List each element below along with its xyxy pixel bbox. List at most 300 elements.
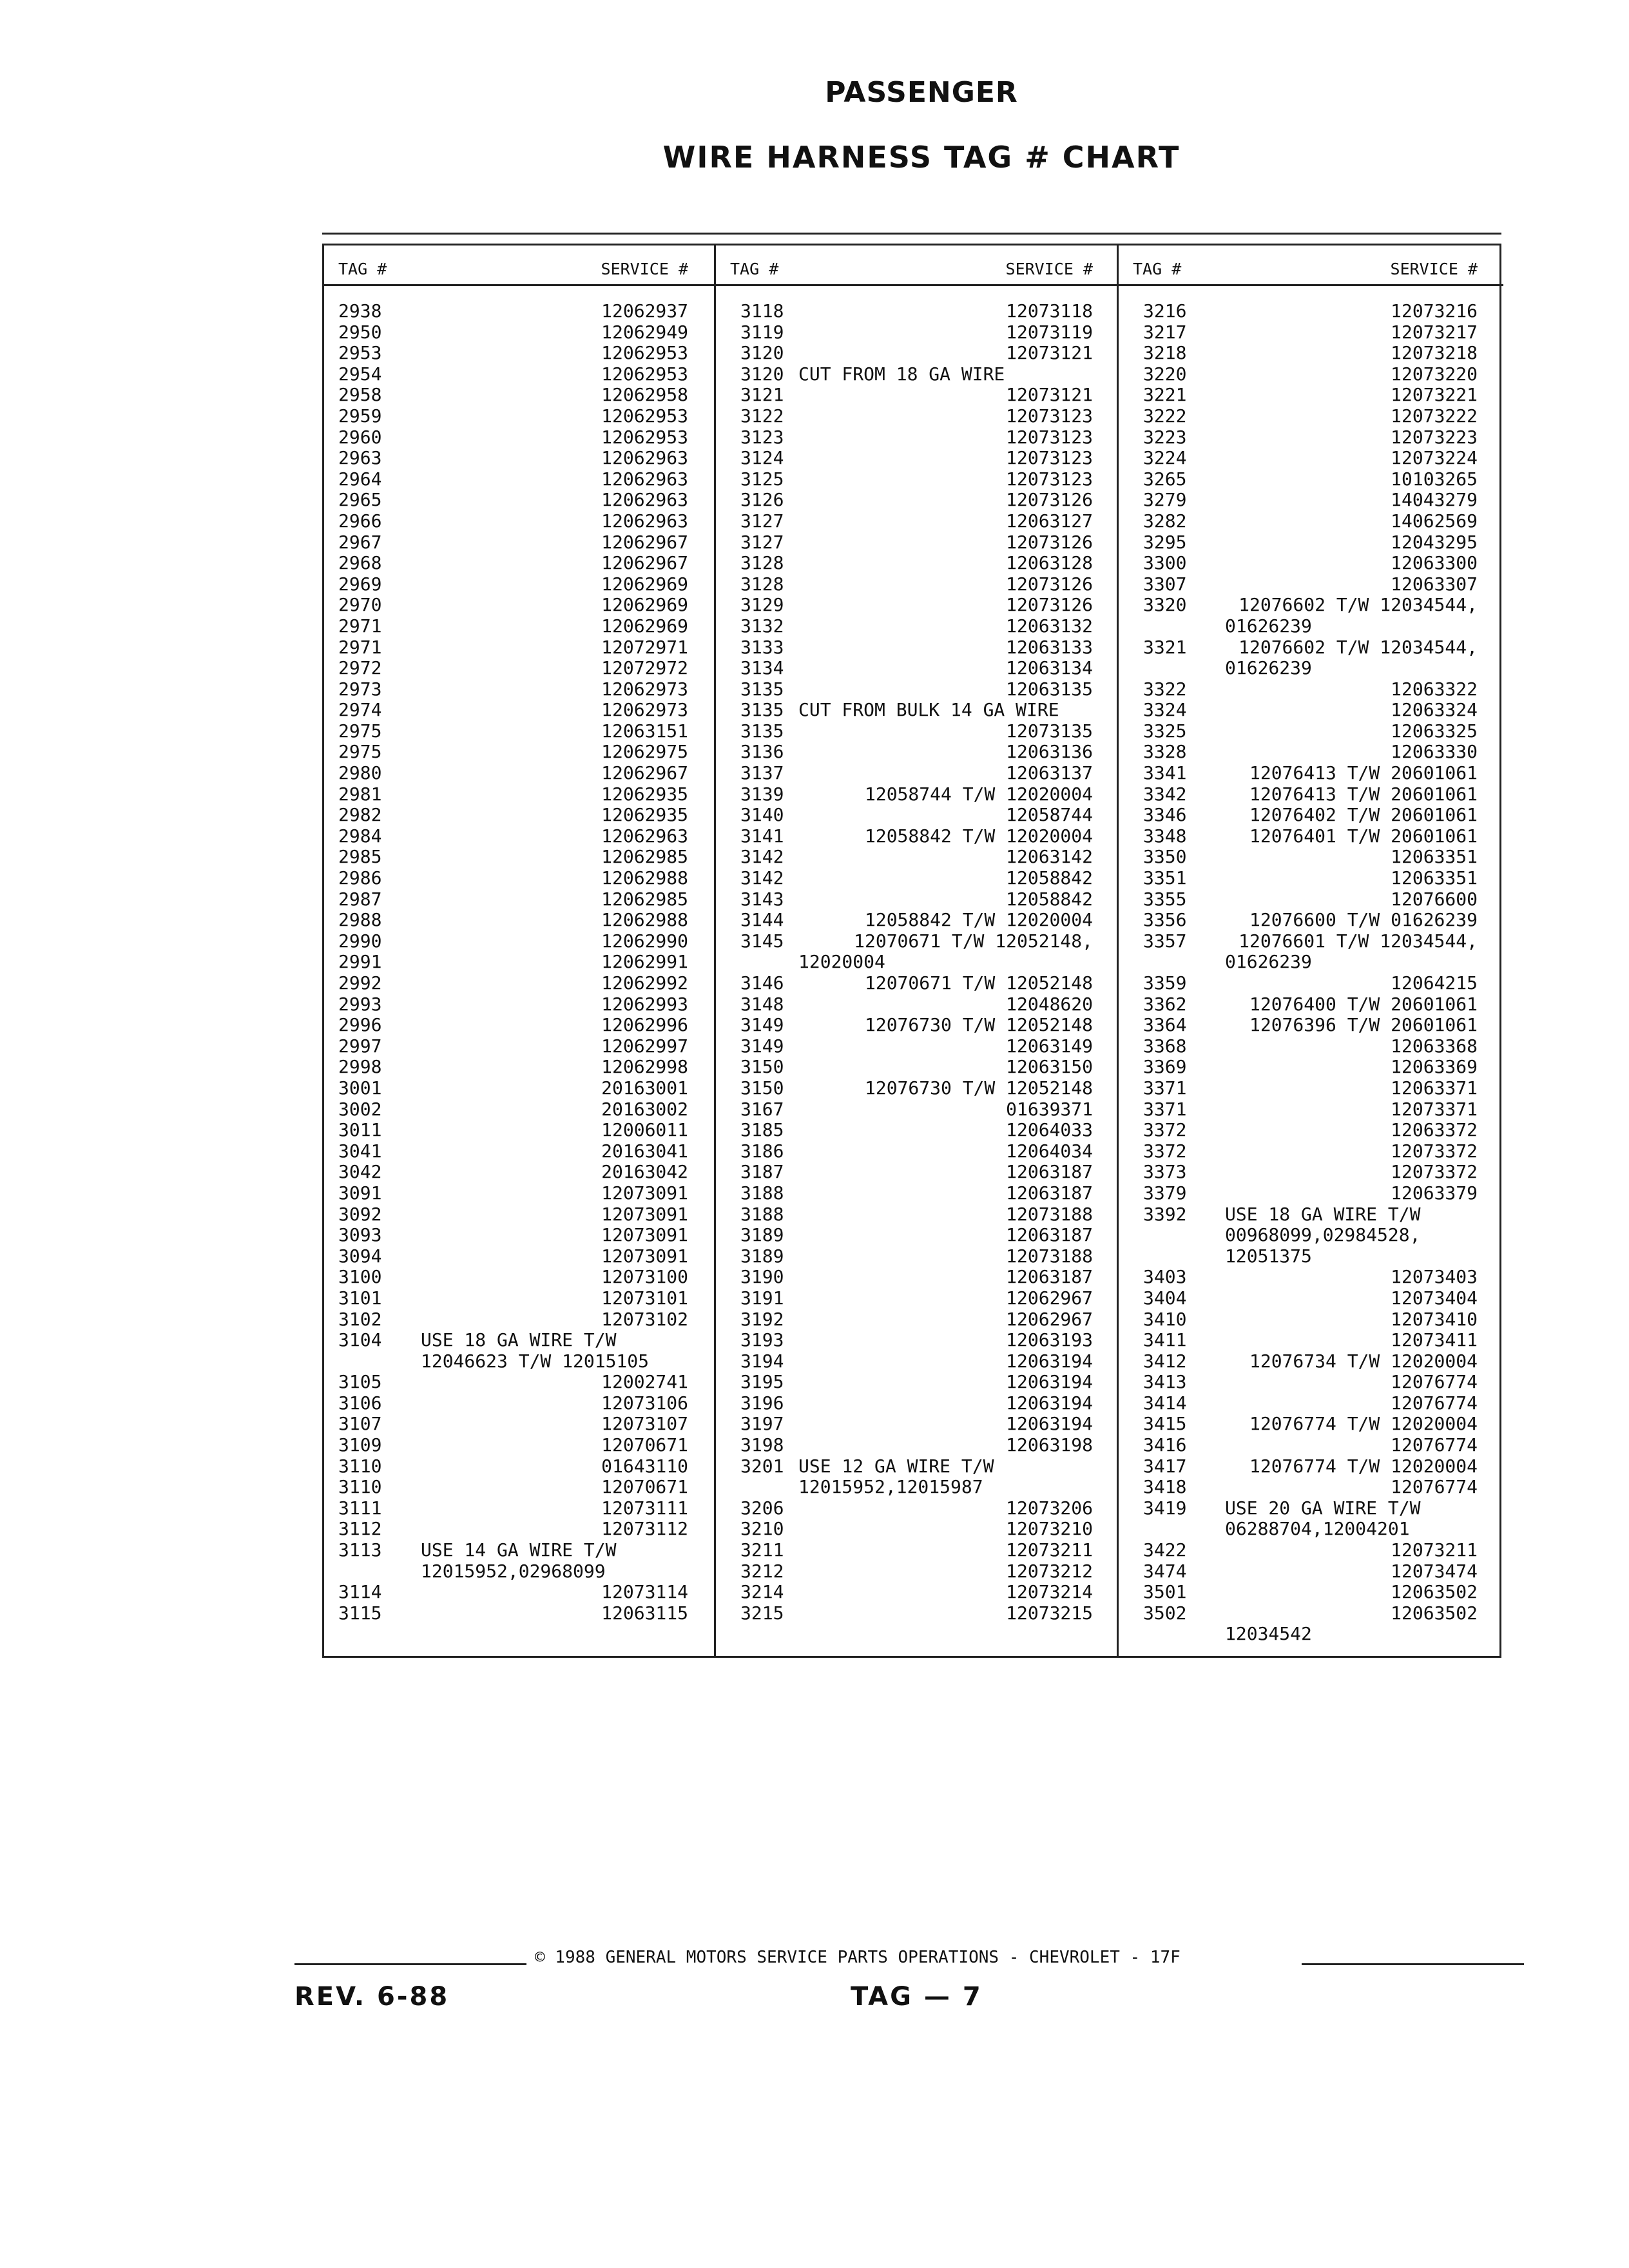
tag-number: 3106 (338, 1392, 382, 1414)
tag-number: 3364 (1143, 1014, 1187, 1036)
revision-label: REV. 6-88 (294, 1982, 450, 2012)
tag-number: 3091 (338, 1182, 382, 1204)
table-row (716, 763, 1119, 784)
service-number: 12073215 (1006, 1602, 1093, 1624)
service-number: 12076734 T/W 12020004 (1249, 1350, 1478, 1372)
service-number: 12063142 (1006, 846, 1093, 868)
service-number: 12063330 (1391, 741, 1478, 763)
tag-number: 3223 (1143, 426, 1187, 448)
table-row (1119, 952, 1503, 973)
table-row (1119, 1435, 1503, 1456)
table-row (716, 595, 1119, 616)
service-note: 12020004 (798, 951, 885, 973)
tag-number: 3403 (1143, 1266, 1187, 1288)
service-number: 12073118 (1006, 300, 1093, 322)
table-row (1119, 1141, 1503, 1162)
tag-number: 3189 (740, 1224, 784, 1246)
table-row (1119, 1624, 1503, 1645)
tag-number: 3121 (740, 384, 784, 406)
tag-number: 3139 (740, 783, 784, 805)
table-row (716, 574, 1119, 595)
header-tag-label: TAG # (1133, 260, 1182, 278)
table-row (324, 889, 714, 910)
service-number: 12062953 (601, 342, 688, 364)
service-note: 12046623 T/W 12015105 (421, 1350, 650, 1372)
service-number: 12073216 (1391, 300, 1478, 322)
table-row (324, 1267, 714, 1288)
tag-number: 3109 (338, 1434, 382, 1456)
service-number: 12073123 (1006, 405, 1093, 427)
table-row (324, 1393, 714, 1414)
tag-number: 3359 (1143, 972, 1187, 994)
tag-number: 3348 (1143, 825, 1187, 847)
table-row (324, 1057, 714, 1078)
table-row (716, 511, 1119, 532)
tag-number: 3118 (740, 300, 784, 322)
tag-number: 3265 (1143, 468, 1187, 490)
tag-number: 3418 (1143, 1476, 1187, 1498)
service-number: 12076400 T/W 20601061 (1249, 993, 1478, 1015)
tag-number: 3141 (740, 825, 784, 847)
table-row (716, 1036, 1119, 1057)
tag-number: 3140 (740, 804, 784, 826)
service-number: 12073188 (1006, 1203, 1093, 1225)
table-row (716, 1414, 1119, 1435)
service-number: 12063137 (1006, 762, 1093, 784)
table-row (716, 1309, 1119, 1331)
service-number: 12058842 (1006, 867, 1093, 889)
tag-number: 3502 (1143, 1602, 1187, 1624)
service-number: 12073212 (1006, 1560, 1093, 1582)
tag-number: 2958 (338, 384, 382, 406)
tag-number: 3191 (740, 1287, 784, 1309)
tag-number: 2984 (338, 825, 382, 847)
table-row (324, 658, 714, 679)
table-row (1119, 700, 1503, 721)
table-row (324, 679, 714, 700)
tag-number: 2970 (338, 594, 382, 616)
table-row (1119, 1309, 1503, 1331)
table-row (716, 1225, 1119, 1246)
table-column-1 (324, 245, 714, 1656)
tag-number: 3107 (338, 1413, 382, 1435)
page-title-chart: WIRE HARNESS TAG # CHART (662, 140, 1181, 175)
table-row (1119, 1393, 1503, 1414)
tag-number: 3342 (1143, 783, 1187, 805)
service-number: 12062969 (601, 594, 688, 616)
tag-number: 3185 (740, 1119, 784, 1141)
table-row (716, 637, 1119, 658)
service-number: 12073410 (1391, 1308, 1478, 1330)
table-row (1119, 1204, 1503, 1225)
service-note: 01626239 (1225, 951, 1312, 973)
service-number: 12076396 T/W 20601061 (1249, 1014, 1478, 1036)
tag-number: 3198 (740, 1434, 784, 1456)
tag-number: 3011 (338, 1119, 382, 1141)
table-row (1119, 1225, 1503, 1246)
service-note: USE 20 GA WIRE T/W (1225, 1497, 1421, 1519)
tag-number: 3474 (1143, 1560, 1187, 1582)
tag-number: 3320 (1143, 594, 1187, 616)
table-row (324, 721, 714, 742)
table-row (1119, 595, 1503, 616)
service-number: 12062985 (601, 846, 688, 868)
table-row (716, 364, 1119, 385)
service-number: 12073220 (1391, 363, 1478, 385)
tag-number: 3412 (1143, 1350, 1187, 1372)
tag-number: 2965 (338, 489, 382, 511)
table-row (1119, 532, 1503, 553)
tag-number: 3350 (1143, 846, 1187, 868)
service-number: 12063194 (1006, 1392, 1093, 1414)
service-number: 12073371 (1391, 1098, 1478, 1120)
table-row (716, 679, 1119, 700)
tag-number: 2981 (338, 783, 382, 805)
service-number: 12073114 (601, 1581, 688, 1603)
tag-number: 3224 (1143, 447, 1187, 469)
service-number: 12062935 (601, 804, 688, 826)
footer-rule-right (1302, 1963, 1524, 1965)
service-note: USE 12 GA WIRE T/W (798, 1455, 994, 1477)
table-row (716, 532, 1119, 553)
tag-number: 2997 (338, 1035, 382, 1057)
service-number: 12058842 T/W 12020004 (864, 825, 1093, 847)
service-number: 12062993 (601, 993, 688, 1015)
service-number: 12076402 T/W 20601061 (1249, 804, 1478, 826)
tag-number: 3135 (740, 699, 784, 721)
tag-number: 3001 (338, 1077, 382, 1099)
table-row (324, 1498, 714, 1519)
service-number: 12070671 T/W 12052148, (854, 930, 1093, 952)
table-row (716, 700, 1119, 721)
service-number: 12073211 (1006, 1539, 1093, 1561)
tag-number: 3419 (1143, 1497, 1187, 1519)
tag-number: 3362 (1143, 993, 1187, 1015)
service-number: 12062997 (601, 1035, 688, 1057)
table-row (324, 322, 714, 343)
service-number: 12063135 (1006, 678, 1093, 700)
table-row (716, 994, 1119, 1015)
table-row (1119, 763, 1503, 784)
service-number: 12073091 (601, 1182, 688, 1204)
service-number: 12062973 (601, 678, 688, 700)
tag-number: 3105 (338, 1371, 382, 1393)
tag-number: 2963 (338, 447, 382, 469)
service-number: 12058842 (1006, 888, 1093, 910)
tag-number: 3101 (338, 1287, 382, 1309)
table-row (324, 490, 714, 511)
tag-number: 3189 (740, 1245, 784, 1267)
service-number: 12063502 (1391, 1602, 1478, 1624)
service-number: 12063115 (601, 1602, 688, 1624)
tag-number: 3100 (338, 1266, 382, 1288)
tag-number: 3300 (1143, 552, 1187, 574)
service-number: 12063136 (1006, 741, 1093, 763)
service-number: 12062990 (601, 930, 688, 952)
service-number: 12073211 (1391, 1539, 1478, 1561)
tag-number: 3150 (740, 1077, 784, 1099)
table-row (716, 973, 1119, 994)
table-row (716, 868, 1119, 889)
table-row (716, 385, 1119, 406)
tag-number: 3222 (1143, 405, 1187, 427)
tag-number: 3279 (1143, 489, 1187, 511)
table-row (324, 574, 714, 595)
header-service-label: SERVICE # (1005, 260, 1093, 278)
table-row (1119, 364, 1503, 385)
table-row (1119, 910, 1503, 931)
service-number: 12076413 T/W 20601061 (1249, 762, 1478, 784)
table-row (716, 784, 1119, 805)
tag-number: 3187 (740, 1161, 784, 1183)
table-row (1119, 1078, 1503, 1099)
service-number: 12073107 (601, 1413, 688, 1435)
service-number: 12076774 (1391, 1392, 1478, 1414)
tag-number: 3414 (1143, 1392, 1187, 1414)
tag-number: 3148 (740, 993, 784, 1015)
service-number: 12073474 (1391, 1560, 1478, 1582)
table-row (1119, 1267, 1503, 1288)
tag-number: 3404 (1143, 1287, 1187, 1309)
table-row (716, 469, 1119, 490)
service-number: 12063194 (1006, 1350, 1093, 1372)
table-row (324, 553, 714, 574)
table-row (716, 1519, 1119, 1540)
table-row (716, 1183, 1119, 1204)
service-number: 12073403 (1391, 1266, 1478, 1288)
table-row (324, 1477, 714, 1498)
tag-number: 3368 (1143, 1035, 1187, 1057)
service-number: 12062992 (601, 972, 688, 994)
tag-number: 3142 (740, 867, 784, 889)
tag-number: 3341 (1143, 762, 1187, 784)
table-row (324, 952, 714, 973)
table-row (324, 1099, 714, 1120)
table-row (324, 448, 714, 469)
service-number: 12073372 (1391, 1140, 1478, 1162)
table-row (716, 490, 1119, 511)
table-row (1119, 574, 1503, 595)
service-number: 12006011 (601, 1119, 688, 1141)
tag-number: 3128 (740, 573, 784, 595)
table-row (716, 1393, 1119, 1414)
tag-number: 3411 (1143, 1329, 1187, 1351)
table-row (716, 1540, 1119, 1561)
tag-number: 3132 (740, 615, 784, 637)
tag-number: 2988 (338, 909, 382, 931)
service-number: 12062967 (1006, 1287, 1093, 1309)
tag-number: 3129 (740, 594, 784, 616)
service-number: 12063187 (1006, 1161, 1093, 1183)
tag-number: 3104 (338, 1329, 382, 1351)
service-number: 12063351 (1391, 867, 1478, 889)
tag-number: 3188 (740, 1203, 784, 1225)
tag-number: 3220 (1143, 363, 1187, 385)
table-row (1119, 553, 1503, 574)
table-row (716, 931, 1119, 952)
table-row (324, 931, 714, 952)
tag-number: 2950 (338, 321, 382, 343)
tag-number: 3413 (1143, 1371, 1187, 1393)
service-number: 12063151 (601, 720, 688, 742)
service-number: 12062996 (601, 1014, 688, 1036)
tag-number: 2990 (338, 930, 382, 952)
table-row (716, 952, 1119, 973)
service-number: 12062963 (601, 468, 688, 490)
table-row (1119, 658, 1503, 679)
service-number: 12063300 (1391, 552, 1478, 574)
tag-number: 3115 (338, 1602, 382, 1624)
service-number: 12070671 T/W 12052148 (864, 972, 1093, 994)
service-number: 12076600 (1391, 888, 1478, 910)
tag-number: 3422 (1143, 1539, 1187, 1561)
service-number: 12064034 (1006, 1140, 1093, 1162)
service-note: 12015952,02968099 (421, 1560, 606, 1582)
table-row (1119, 301, 1503, 322)
tag-chart-table (322, 244, 1501, 1658)
service-number: 12062967 (1006, 1308, 1093, 1330)
table-row (324, 1540, 714, 1561)
table-row (716, 1120, 1119, 1141)
service-number: 12073102 (601, 1308, 688, 1330)
service-number: 12073126 (1006, 531, 1093, 553)
table-row (1119, 1351, 1503, 1372)
service-number: 12073224 (1391, 447, 1478, 469)
table-row (716, 616, 1119, 637)
tag-number: 3324 (1143, 699, 1187, 721)
table-row (716, 1015, 1119, 1036)
service-number: 12062963 (601, 489, 688, 511)
table-top-rule (322, 233, 1501, 235)
table-row (324, 343, 714, 364)
table-row (1119, 868, 1503, 889)
tag-number: 2971 (338, 636, 382, 658)
service-number: 12076774 T/W 12020004 (1249, 1455, 1478, 1477)
tag-number: 3307 (1143, 573, 1187, 595)
table-row (716, 1330, 1119, 1351)
tag-number: 3125 (740, 468, 784, 490)
service-number: 12063369 (1391, 1056, 1478, 1078)
service-number: 12073206 (1006, 1497, 1093, 1519)
table-row (324, 994, 714, 1015)
service-number: 12073126 (1006, 594, 1093, 616)
table-row (716, 322, 1119, 343)
table-row (324, 511, 714, 532)
table-row (716, 826, 1119, 847)
tag-number: 2985 (338, 846, 382, 868)
service-note: 12034542 (1225, 1623, 1312, 1645)
service-number: 12073121 (1006, 342, 1093, 364)
tag-number: 3136 (740, 741, 784, 763)
table-row (324, 301, 714, 322)
service-number: 01643110 (601, 1455, 688, 1477)
service-number: 12073101 (601, 1287, 688, 1309)
tag-number: 3221 (1143, 384, 1187, 406)
service-note: CUT FROM 18 GA WIRE (798, 363, 1005, 385)
service-number: 12063134 (1006, 657, 1093, 679)
table-row (324, 1603, 714, 1624)
tag-number: 2996 (338, 1014, 382, 1036)
tag-number: 3126 (740, 489, 784, 511)
tag-number: 3133 (740, 636, 784, 658)
tag-number: 3325 (1143, 720, 1187, 742)
tag-number: 3113 (338, 1539, 382, 1561)
tag-number: 3120 (740, 342, 784, 364)
service-number: 12062953 (601, 405, 688, 427)
service-number: 12062973 (601, 699, 688, 721)
table-row (324, 847, 714, 868)
service-number: 12073218 (1391, 342, 1478, 364)
service-number: 12076730 T/W 12052148 (864, 1014, 1093, 1036)
tag-number: 3282 (1143, 510, 1187, 532)
tag-number: 3041 (338, 1140, 382, 1162)
table-row (324, 1036, 714, 1057)
tag-number: 2969 (338, 573, 382, 595)
table-row (324, 805, 714, 826)
table-row (1119, 826, 1503, 847)
service-number: 12063368 (1391, 1035, 1478, 1057)
tag-number: 3371 (1143, 1077, 1187, 1099)
tag-number: 3346 (1143, 804, 1187, 826)
table-row (716, 1372, 1119, 1393)
service-number: 12073223 (1391, 426, 1478, 448)
table-row (1119, 322, 1503, 343)
table-row (324, 1582, 714, 1603)
service-number: 12063150 (1006, 1056, 1093, 1078)
service-number: 12073411 (1391, 1329, 1478, 1351)
table-row (716, 1288, 1119, 1309)
tag-number: 2972 (338, 657, 382, 679)
service-number: 12062953 (601, 363, 688, 385)
tag-number: 3501 (1143, 1581, 1187, 1603)
service-number: 12063187 (1006, 1182, 1093, 1204)
service-number: 12076602 T/W 12034544, (1239, 594, 1478, 616)
footer-copyright: © 1988 GENERAL MOTORS SERVICE PARTS OPERATIONS - CHEVROLET - 17F (535, 1948, 1181, 1967)
table-row (716, 847, 1119, 868)
service-number: 12063379 (1391, 1182, 1478, 1204)
table-row (324, 1519, 714, 1540)
tag-number: 3355 (1143, 888, 1187, 910)
tag-number: 3137 (740, 762, 784, 784)
tag-number: 3102 (338, 1308, 382, 1330)
header-tag-label: TAG # (730, 260, 779, 278)
table-row (1119, 1519, 1503, 1540)
tag-number: 3392 (1143, 1203, 1187, 1225)
table-row (1119, 490, 1503, 511)
service-number: 12062969 (601, 573, 688, 595)
service-note: 06288704,12004201 (1225, 1518, 1410, 1540)
service-note: 12015952,12015987 (798, 1476, 983, 1498)
tag-number: 2966 (338, 510, 382, 532)
table-row (1119, 1162, 1503, 1183)
service-number: 12063133 (1006, 636, 1093, 658)
tag-number: 3369 (1143, 1056, 1187, 1078)
table-row (1119, 406, 1503, 427)
service-number: 12063198 (1006, 1434, 1093, 1456)
table-row (1119, 1456, 1503, 1477)
service-number: 12076774 (1391, 1434, 1478, 1456)
tag-number: 3124 (740, 447, 784, 469)
table-row (1119, 616, 1503, 637)
table-row (716, 910, 1119, 931)
tag-number: 3217 (1143, 321, 1187, 343)
service-number: 12063502 (1391, 1581, 1478, 1603)
header-service-label: SERVICE # (1390, 260, 1478, 278)
service-number: 12063194 (1006, 1413, 1093, 1435)
tag-number: 3415 (1143, 1413, 1187, 1435)
tag-number: 2998 (338, 1056, 382, 1078)
service-number: 12073135 (1006, 720, 1093, 742)
